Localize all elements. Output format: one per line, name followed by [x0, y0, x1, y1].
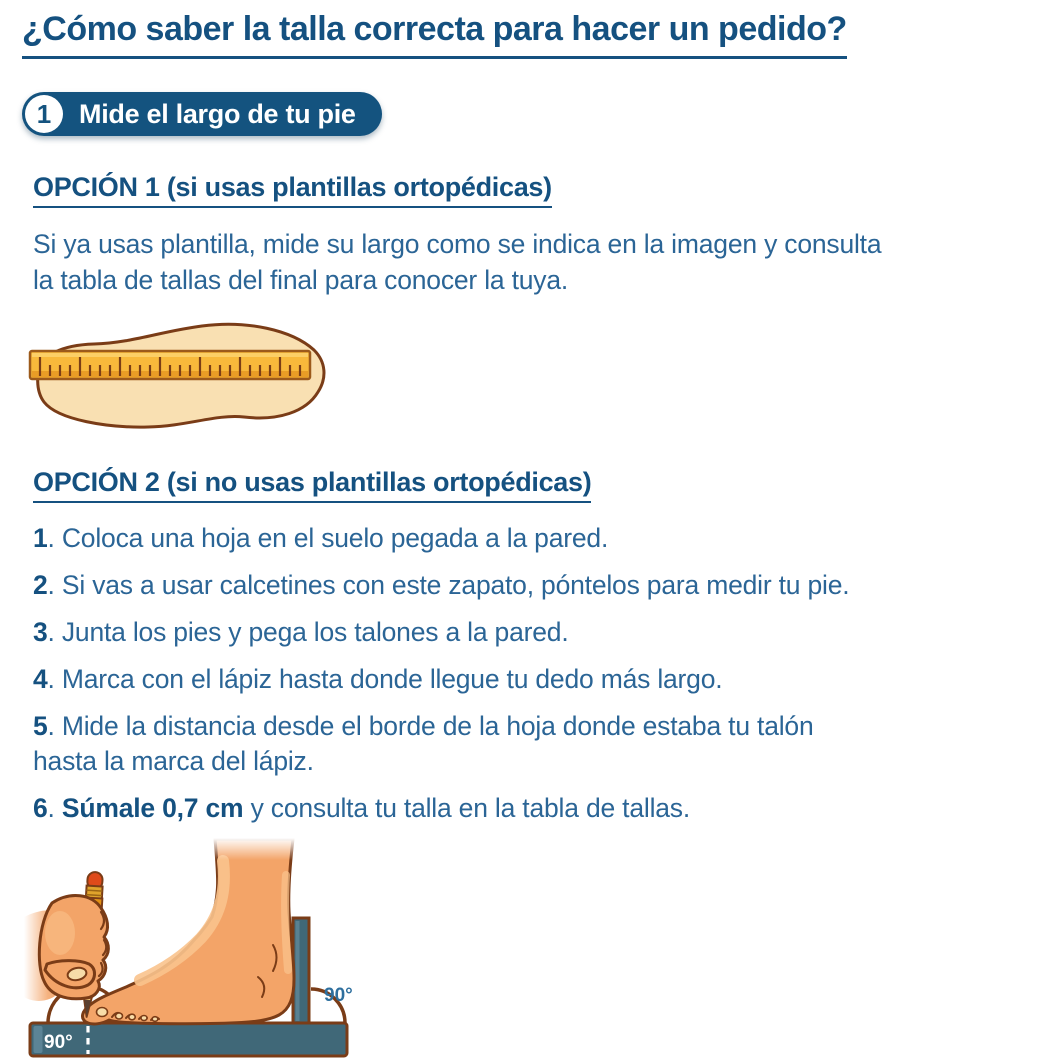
instruction-steps-list	[33, 521, 1030, 826]
instruction-step: 6. Súmale 0,7 cm y consulta tu talla en la tabla de tallas.	[33, 793, 691, 823]
ruler-graphic	[30, 351, 310, 379]
instruction-step: 3. Junta los pies y pega los talones a la pared.	[33, 617, 569, 647]
wall-graphic	[293, 918, 309, 1024]
angle-label-left: 90°	[44, 1032, 73, 1053]
option1-body-line1: Si ya usas plantilla, mide su largo como se indica en la imagen y consulta	[33, 229, 882, 259]
step-label: Mide el largo de tu pie	[79, 98, 356, 129]
angle-label-right: 90°	[324, 985, 353, 1006]
option1-body	[33, 226, 1030, 298]
step-number-circle: 1	[25, 95, 63, 133]
foot-graphic	[83, 839, 294, 1024]
floor-graphic	[30, 1023, 347, 1056]
step-1-badge	[22, 92, 382, 136]
page-title: ¿Cómo saber la talla correcta para hacer un pedido?	[22, 10, 847, 59]
instruction-step: 2. Si vas a usar calcetines con este zapato, póntelos para medir tu pie.	[33, 570, 850, 600]
insole-ruler-illustration	[22, 314, 342, 439]
instruction-step: 1. Coloca una hoja en el suelo pegada a la pared.	[33, 523, 609, 553]
foot-measurement-illustration	[22, 838, 382, 1062]
instruction-step: 4. Marca con el lápiz hasta donde llegue tu dedo más largo.	[33, 664, 723, 694]
option2-heading: OPCIÓN 2 (si no usas plantillas ortopédicas)	[33, 467, 591, 503]
option1-body-line2: la tabla de tallas del final para conocer la tuya.	[33, 265, 569, 295]
option1-heading: OPCIÓN 1 (si usas plantillas ortopédicas)	[33, 172, 552, 208]
instruction-step: 5. Mide la distancia desde el borde de la hoja donde estaba tu talón hasta la marca del lápiz.	[33, 711, 814, 776]
hand-graphic	[24, 896, 108, 1001]
